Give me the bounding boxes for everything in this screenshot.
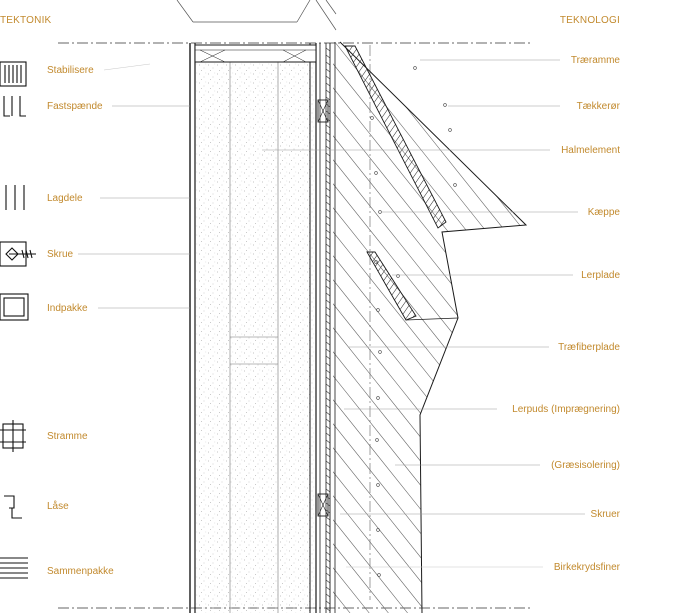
leader-lines [78,60,585,567]
label-kaeppe: Kæppe [587,207,620,218]
tektonik-icons [0,62,36,578]
wrap-icon [0,294,28,320]
batten-ticks [326,48,330,611]
label-lagdele: Lagdele [47,193,83,204]
label-stabilisere: Stabilisere [47,65,94,76]
label-skruer: Skruer [590,509,620,520]
label-skrue: Skrue [47,249,74,260]
label-lerpuds: Lerpuds (Imprægnering) [512,404,620,415]
clamp-icon [4,96,26,116]
label-indpakke: Indpakke [47,303,88,314]
vertical-stripes-icon [0,62,26,86]
label-lerplade: Lerplade [581,270,620,281]
label-halmelement: Halmelement [561,145,620,156]
lock-icon [4,496,22,518]
tension-icon [0,420,26,452]
batten-layer [318,43,330,613]
label-stramme: Stramme [47,431,88,442]
thatch-reed-layer [330,0,530,613]
straw-element [190,43,316,613]
label-birkekrydsfiner: Birkekrydsfiner [553,562,620,573]
roof-edge-lines [177,0,336,30]
label-traeramme: Træramme [570,55,620,66]
label-graesisolering: (Græsisolering) [551,460,620,471]
tektonik-header: TEKTONIK [0,15,52,26]
screw-icon [0,242,36,266]
label-laase: Låse [47,501,69,512]
label-traefiberplade: Træfiberplade [558,342,620,353]
teknologi-header: TEKNOLOGI [559,15,620,26]
label-taekkeroer: Tækkerør [576,101,620,112]
label-fastspaende: Fastspænde [47,101,103,112]
layers-icon [6,185,24,210]
stack-icon [0,558,28,578]
label-sammenpakke: Sammenpakke [47,566,114,577]
